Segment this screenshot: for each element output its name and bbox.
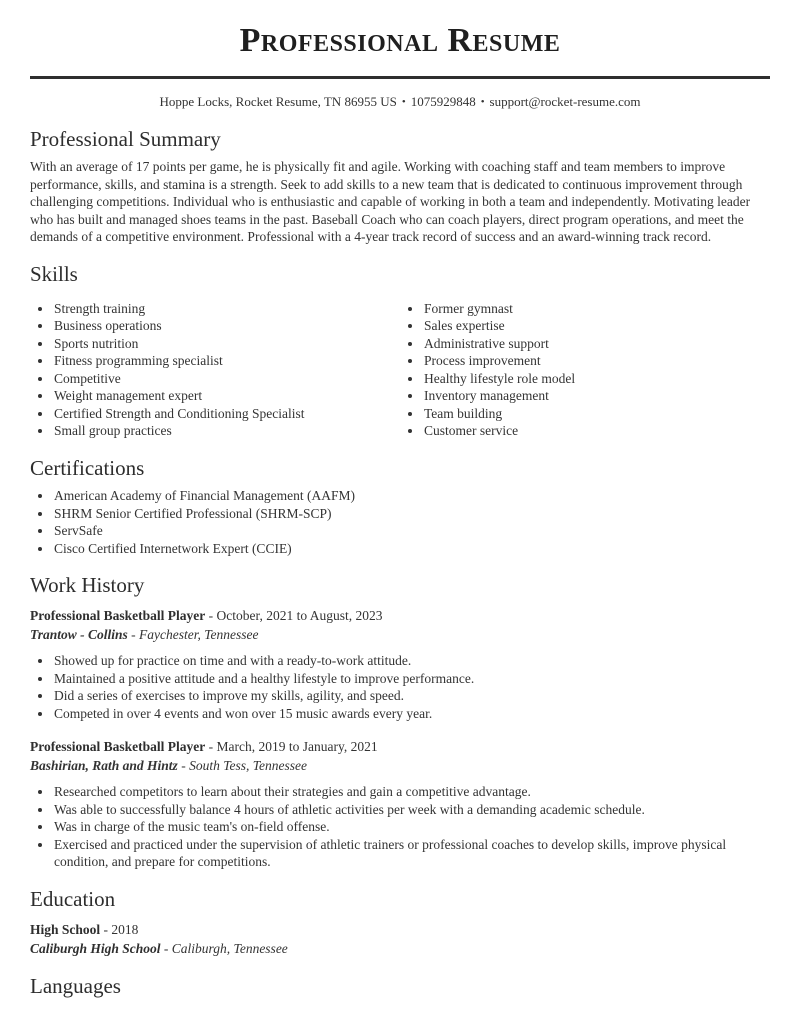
job-dates: March, 2019 to January, 2021	[216, 739, 378, 755]
job-bullet-list	[30, 783, 770, 871]
education-degree-line	[30, 920, 770, 939]
skills-column-right	[400, 300, 770, 440]
heading-work-history: Work History	[30, 573, 145, 598]
skill-item: • Administrative support	[423, 335, 770, 353]
job-bullet: • Researched competitors to learn about their strategies and gain a competitive advantage.	[53, 783, 770, 801]
education-school: Caliburgh High School	[30, 940, 161, 956]
skill-item: • Fitness programming specialist	[53, 352, 400, 370]
skill-item: • Weight management expert	[53, 387, 400, 405]
job-title: Professional Basketball Player	[30, 739, 206, 755]
skill-item: • Certified Strength and Conditioning Specialist	[53, 405, 400, 423]
contact-line	[30, 94, 770, 111]
job-bullet: • Exercised and practiced under the supervision of athletic trainers or professional coaches to develop skills, improve physical condition, and prepare for competitions.	[53, 836, 770, 871]
job-company: Bashirian, Rath and Hintz	[30, 758, 178, 774]
summary-text: With an average of 17 points per game, he is physically fit and agile. Working with coaching staff and team members to improve performance, skills, and stamina is a strength. Seek to add skills to a new team that is dedicated to continuous improvement through challenging competitions. Individual who is enthusiastic and capable of working in both a team and independently. Motivating leader who has built and managed shoes teams in the past. Baseball Coach who can coach players, direct program operations, and meet the demands of a competitive environment. Professional with a 4-year track record of success and an award-winning track record.	[30, 159, 751, 245]
job-company-line	[30, 625, 770, 644]
job-bullet: • Showed up for practice on time and with a ready-to-work attitude.	[53, 652, 770, 670]
skill-item: • Team building	[423, 405, 770, 423]
resume-title: Professional Resume	[239, 22, 561, 59]
contact-separator: •	[401, 96, 406, 109]
skill-item: • Strength training	[53, 300, 400, 318]
education-year: 2018	[111, 921, 139, 937]
job-entry	[30, 606, 770, 722]
contact-phone: 1075929848	[410, 94, 476, 110]
skill-item: • Small group practices	[53, 422, 400, 440]
dash-separator: -	[181, 758, 186, 774]
skill-item: • Former gymnast	[423, 300, 770, 318]
job-bullet: • Maintained a positive attitude and a healthy lifestyle to improve performance.	[53, 670, 770, 688]
education-entry	[30, 920, 770, 958]
certification-item: • ServSafe	[53, 522, 770, 540]
dash-separator: -	[208, 739, 214, 755]
section-languages	[30, 974, 770, 998]
contact-email: support@rocket-resume.com	[489, 94, 641, 110]
heading-skills: Skills	[30, 261, 78, 286]
skill-item: • Sales expertise	[423, 317, 770, 335]
job-bullet: • Did a series of exercises to improve my skills, agility, and speed.	[53, 687, 770, 705]
job-location: Faychester, Tennessee	[139, 627, 259, 643]
skill-item: • Healthy lifestyle role model	[423, 370, 770, 388]
job-dates: October, 2021 to August, 2023	[216, 608, 383, 624]
skill-item: • Customer service	[423, 422, 770, 440]
job-title: Professional Basketball Player	[30, 608, 206, 624]
dash-separator: -	[131, 627, 136, 643]
skill-item: • Competitive	[53, 370, 400, 388]
job-title-line	[30, 606, 770, 625]
skill-item: • Process improvement	[423, 352, 770, 370]
heading-professional-summary: Professional Summary	[30, 127, 221, 152]
certification-item: • Cisco Certified Internetwork Expert (CCIE)	[53, 540, 770, 558]
contact-address: Hoppe Locks, Rocket Resume, TN 86955 US	[159, 94, 397, 110]
job-title-line	[30, 737, 770, 756]
dash-separator: -	[103, 921, 109, 937]
skills-columns	[30, 293, 770, 440]
certification-item: • SHRM Senior Certified Professional (SHRM-SCP)	[53, 505, 770, 523]
education-location: Caliburgh, Tennessee	[171, 940, 288, 956]
dash-separator: -	[208, 608, 214, 624]
skill-item: • Business operations	[53, 317, 400, 335]
job-entry	[30, 737, 770, 871]
skill-item: • Sports nutrition	[53, 335, 400, 353]
job-bullet: • Was in charge of the music team's on-field offense.	[53, 818, 770, 836]
section-work-history	[30, 573, 770, 871]
heading-education: Education	[30, 886, 116, 911]
job-company-line	[30, 756, 770, 775]
skills-column-left	[30, 300, 400, 440]
heading-languages: Languages	[30, 973, 121, 998]
job-bullet: • Was able to successfully balance 4 hours of athletic activities per week with a demanding academic schedule.	[53, 801, 770, 819]
header-divider	[30, 76, 770, 79]
job-bullet: • Competed in over 4 events and won over 15 music awards every year.	[53, 705, 770, 723]
contact-separator: •	[480, 96, 485, 109]
dash-separator: -	[163, 940, 169, 956]
section-certifications	[30, 456, 770, 557]
section-skills	[30, 262, 770, 440]
section-education	[30, 887, 770, 958]
heading-certifications: Certifications	[30, 455, 145, 480]
certifications-list	[30, 487, 770, 557]
skill-item: • Inventory management	[423, 387, 770, 405]
section-professional-summary	[30, 127, 770, 246]
job-location: South Tess, Tennessee	[189, 758, 307, 774]
education-degree: High School	[30, 921, 101, 937]
certification-item: • American Academy of Financial Management (AAFM)	[53, 487, 770, 505]
education-school-line	[30, 939, 770, 958]
job-company: Trantow - Collins	[30, 627, 128, 643]
job-bullet-list	[30, 652, 770, 722]
